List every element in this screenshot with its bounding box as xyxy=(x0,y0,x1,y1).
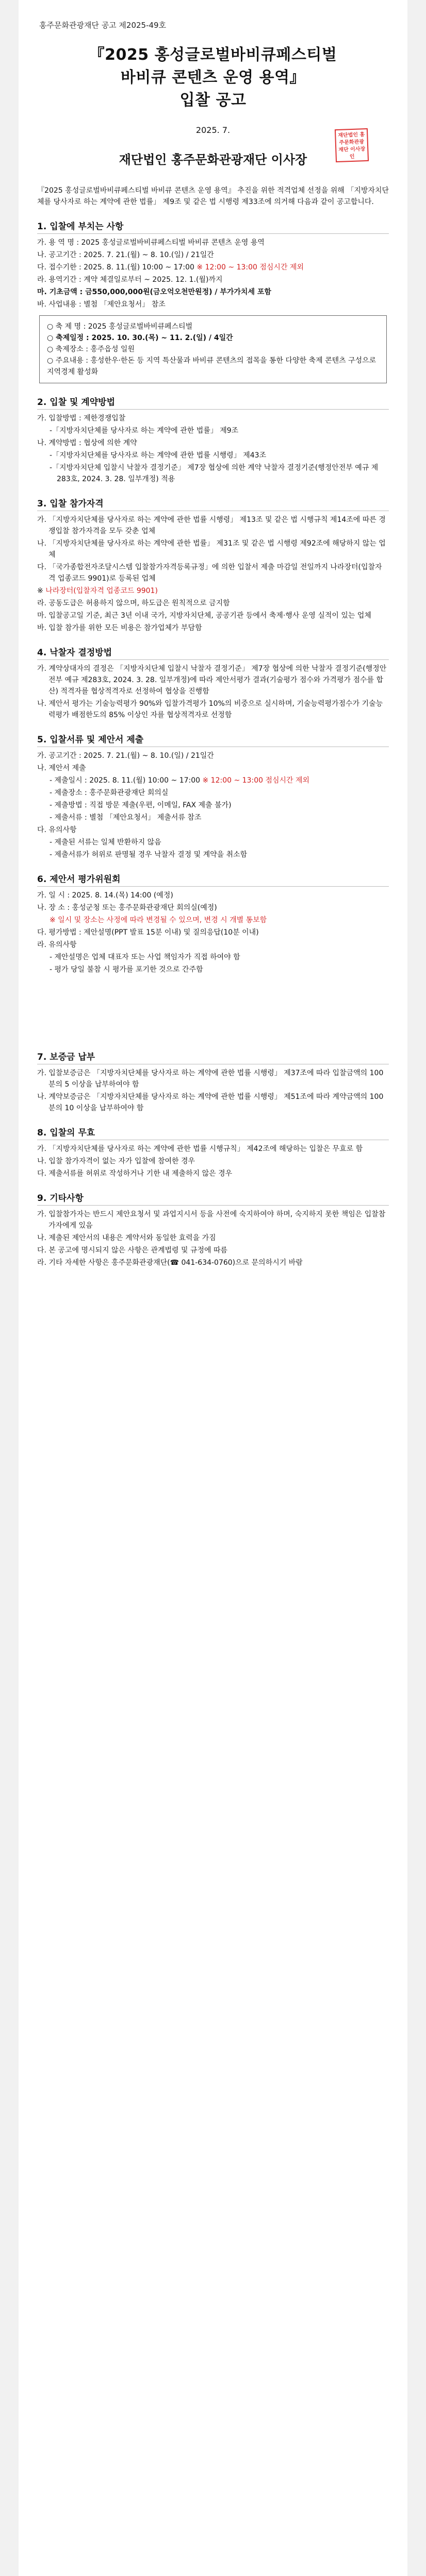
s6-item: 나. 장 소 : 홍성군청 또는 홍주문화관광재단 회의실(예정) xyxy=(37,904,217,912)
title-line-2: 바비큐 콘텐츠 운영 용역』 xyxy=(120,69,306,87)
notice-title xyxy=(37,44,389,112)
s5-sub: - 제출방법 : 직접 방문 제출(우편, 이메일, FAX 제출 불가) xyxy=(50,801,232,809)
page-break-space xyxy=(37,976,389,1038)
issuer-row xyxy=(37,132,389,167)
section-9 xyxy=(37,1191,389,1268)
section-8-title: 8. 입찰의 무효 xyxy=(37,1125,389,1140)
s3-item: 가. 「지방자치단체를 당사자로 하는 계약에 관한 법률 시행령」 제13조 및 같은 법 시행규칙 제14조에 따른 경쟁입찰 참가자격을 모두 갖춘 업체 xyxy=(37,516,386,535)
s3-item: 바. 입찰 참가를 위한 모든 비용은 참가업체가 부담함 xyxy=(37,624,202,632)
s5-item: 나. 제안서 제출 xyxy=(37,764,86,772)
s1-item-deadline xyxy=(37,262,389,273)
s6-item: 라. 유의사항 xyxy=(37,941,77,949)
s3-highlight: 나라장터(입찰자격 업종코드 9901) xyxy=(45,587,158,595)
section-5 xyxy=(37,732,389,860)
section-2-title: 2. 입찰 및 계약방법 xyxy=(37,395,389,410)
s1-item: 가. 용 역 명 : 2025 홍성글로벌바비큐페스티벌 바비큐 콘텐츠 운영 용역 xyxy=(37,239,265,247)
s2-item: 나. 계약방법 : 협상에 의한 계약 xyxy=(37,439,137,447)
intro-paragraph: 『2025 홍성글로벌바비큐페스티벌 바비큐 콘텐츠 운영 용역』 추진을 위한 적격업체 선정을 위해 「지방자치단체를 당사자로 하는 계약에 관한 법률」 제9조 및 같은 법 시행령 제33조에 의거해 다음과 같이 공고합니다. xyxy=(37,187,389,206)
festival-content: ○ 주요내용 : 홍성한우·한돈 등 지역 특산물과 바비큐 콘텐츠의 접목을 통한 다양한 축제 콘텐츠 구성으로 지역경제 활성화 xyxy=(47,357,376,376)
s6-item: 가. 일 시 : 2025. 8. 14.(목) 14:00 (예정) xyxy=(37,891,173,900)
s5-sub: - 제출장소 : 홍주문화관광재단 회의실 xyxy=(50,789,169,797)
s1-item: 라. 용역기간 : 계약 체결일로부터 ~ 2025. 12. 1.(월)까지 xyxy=(37,276,223,284)
s8-item: 가. 「지방자치단체를 당사자로 하는 계약에 관한 법률 시행규칙」 제42조에 해당하는 입찰은 무효로 함 xyxy=(37,1145,363,1153)
section-5-title: 5. 입찰서류 및 제안서 제출 xyxy=(37,732,389,747)
s5-sub: - 제출서류가 허위로 판명될 경우 낙찰자 결정 및 계약을 취소함 xyxy=(50,851,248,859)
section-4 xyxy=(37,645,389,721)
doc-number: 홍주문화관광재단 공고 제2025-49호 xyxy=(39,21,167,30)
s6-item: 다. 평가방법 : 제안설명(PPT 발표 15분 이내) 및 질의응답(10분 이내) xyxy=(37,928,259,937)
s8-item: 다. 제출서류를 허위로 작성하거나 기한 내 제출하지 않은 경우 xyxy=(37,1170,233,1178)
festival-name: ○ 축 제 명 : 2025 홍성글로벌바비큐페스티벌 xyxy=(47,323,193,331)
s2-sub: -「지방자치단체를 당사자로 하는 계약에 관한 법률 시행령」 제43조 xyxy=(50,451,267,460)
section-1 xyxy=(37,219,389,383)
section-1-title: 1. 입찰에 부치는 사항 xyxy=(37,219,389,234)
section-3 xyxy=(37,496,389,634)
s9-item: 가. 입찰참가자는 반드시 제안요청서 및 과업지시서 등을 사전에 숙지하여야 하며, 숙지하지 못한 책임은 입찰참가자에게 있음 xyxy=(37,1210,386,1230)
s1-item-budget: 마. 기초금액 : 금550,000,000원(금오억오천만원정) / 부가가치세 포함 xyxy=(37,288,271,296)
s3-item: 라. 공동도급은 허용하지 않으며, 하도급은 원칙적으로 금지함 xyxy=(37,599,230,607)
s5-item: 다. 유의사항 xyxy=(37,826,77,834)
s1-deadline-note: ※ 12:00 ~ 13:00 점심시간 제외 xyxy=(196,263,304,272)
document-page xyxy=(19,0,407,2576)
s9-item-contact: 라. 기타 자세한 사항은 홍주문화관광재단(☎ 041-634-0760)으로 문의하시기 바람 xyxy=(37,1259,303,1267)
section-3-title: 3. 입찰 참가자격 xyxy=(37,496,389,511)
s5-submit-note: ※ 12:00 ~ 13:00 점심시간 제외 xyxy=(202,776,310,785)
s5-sub-submit xyxy=(37,775,389,786)
title-line-3: 입찰 공고 xyxy=(179,91,247,109)
s7-item: 가. 입찰보증금은 「지방자치단체를 당사자로 하는 계약에 관한 법률 시행령」 제37조에 따라 입찰금액의 100분의 5 이상을 납부하여야 함 xyxy=(37,1069,384,1089)
s2-sub: -「지방자치단체를 당사자로 하는 계약에 관한 법률」 제9조 xyxy=(50,427,239,435)
festival-dates: ○ 축제일정 : 2025. 10. 30.(목) ~ 11. 2.(일) / 4일간 xyxy=(47,334,233,342)
s6-red-note: ※ 일시 및 장소는 사정에 따라 변경될 수 있으며, 변경 시 개별 통보함 xyxy=(50,916,267,924)
s7-item: 나. 계약보증금은 「지방자치단체를 당사자로 하는 계약에 관한 법률 시행령」 제51조에 따라 계약금액의 100분의 10 이상을 납부하여야 함 xyxy=(37,1093,384,1112)
s3-item: 다. 「국가종합전자조달시스템 입찰참가자격등록규정」에 의한 입찰서 제출 마감일 전일까지 나라장터(입찰자격 업종코드 9901)로 등록된 업체 xyxy=(37,563,382,583)
s1-deadline-text: 다. 접수기한 : 2025. 8. 11.(월) 10:00 ~ 17:00 xyxy=(37,263,194,272)
section-2 xyxy=(37,395,389,485)
s2-sub: -「지방자치단체 입찰시 낙찰자 결정기준」 제7장 협상에 의한 계약 낙찰자 결정기준(행정안전부 예규 제283호, 2024. 3. 28. 일부개정) 적용 xyxy=(50,464,379,483)
s6-sub: - 평가 당일 불참 시 평가를 포기한 것으로 간주함 xyxy=(50,965,203,974)
s4-text: 가. 계약상대자의 결정은 「지방자치단체 입찰시 낙찰자 결정기준」 제7장 협상에 의한 낙찰자 결정기준(행정안전부 예규 제283호, 2024. 3. 28. 일부개정)에 따라 제안서평가 결과(기술평가 점수와 가격평가 점수를 합산) 적격자를 협상적격자로 선정하여 협상을 진행함 xyxy=(37,665,387,696)
issuer-name: 재단법인 홍주문화관광재단 이사장 xyxy=(119,152,307,167)
s4-text-2: 나. 제안서 평가는 기술능력평가 90%와 입찰가격평가 10%의 비중으로 실시하며, 기술능력평가점수가 기술능력평가 배점한도의 85% 이상인 자를 협상적격자로 선정함 xyxy=(37,700,383,719)
section-6 xyxy=(37,872,389,975)
section-7 xyxy=(37,1049,389,1114)
festival-venue: ○ 축제장소 : 홍주읍성 일원 xyxy=(47,345,135,353)
section-8 xyxy=(37,1125,389,1179)
title-line-1: 『2025 홍성글로벌바비큐페스티벌 xyxy=(89,46,337,64)
section-9-title: 9. 기타사항 xyxy=(37,1191,389,1206)
official-seal-stamp: 재단법인 홍주문화관광재단 이사장인 xyxy=(335,128,369,162)
section-6-title: 6. 제안서 평가위원회 xyxy=(37,872,389,887)
s5-item: 가. 공고기간 : 2025. 7. 21.(월) ~ 8. 10.(일) / 21일간 xyxy=(37,752,214,760)
s3-item: 마. 입찰공고일 기준, 최근 3년 이내 국가, 지방자치단체, 공공기관 등에서 축제·행사 운영 실적이 있는 업체 xyxy=(37,612,371,620)
section-4-title: 4. 낙찰자 결정방법 xyxy=(37,645,389,660)
s1-item: 바. 사업내용 : 별첨 「제안요청서」 참조 xyxy=(37,300,166,309)
section-7-title: 7. 보증금 납부 xyxy=(37,1049,389,1064)
s2-item: 가. 입찰방법 : 제한경쟁입찰 xyxy=(37,414,126,422)
s3-highlight-line: ※ 나라장터(입찰자격 업종코드 9901) xyxy=(37,587,158,595)
s8-item: 나. 입찰 참가자격이 없는 자가 입찰에 참여한 경우 xyxy=(37,1157,195,1165)
s9-item: 다. 본 공고에 명시되지 않은 사항은 관계법령 및 규정에 따름 xyxy=(37,1246,228,1255)
s1-item: 나. 공고기간 : 2025. 7. 21.(월) ~ 8. 10.(일) / 21일간 xyxy=(37,251,214,259)
s3-item: 나. 「지방자치단체를 당사자로 하는 계약에 관한 법률」 제31조 및 같은 법 시행령 제92조에 해당하지 않는 업체 xyxy=(37,539,386,559)
festival-info-box xyxy=(39,315,387,383)
notice-date: 2025. 7. xyxy=(195,125,231,135)
s5-sub: - 제출된 서류는 일체 반환하지 않음 xyxy=(50,838,161,846)
s5-submit-time: - 제출일시 : 2025. 8. 11.(월) 10:00 ~ 17:00 xyxy=(50,776,201,785)
s9-item: 나. 제출된 제안서의 내용은 계약서와 동일한 효력을 가짐 xyxy=(37,1234,216,1242)
s5-sub: - 제출서류 : 별첨 「제안요청서」 제출서류 참조 xyxy=(50,814,202,822)
s6-sub: - 제안설명은 업체 대표자 또는 사업 책임자가 직접 하여야 함 xyxy=(50,953,240,961)
